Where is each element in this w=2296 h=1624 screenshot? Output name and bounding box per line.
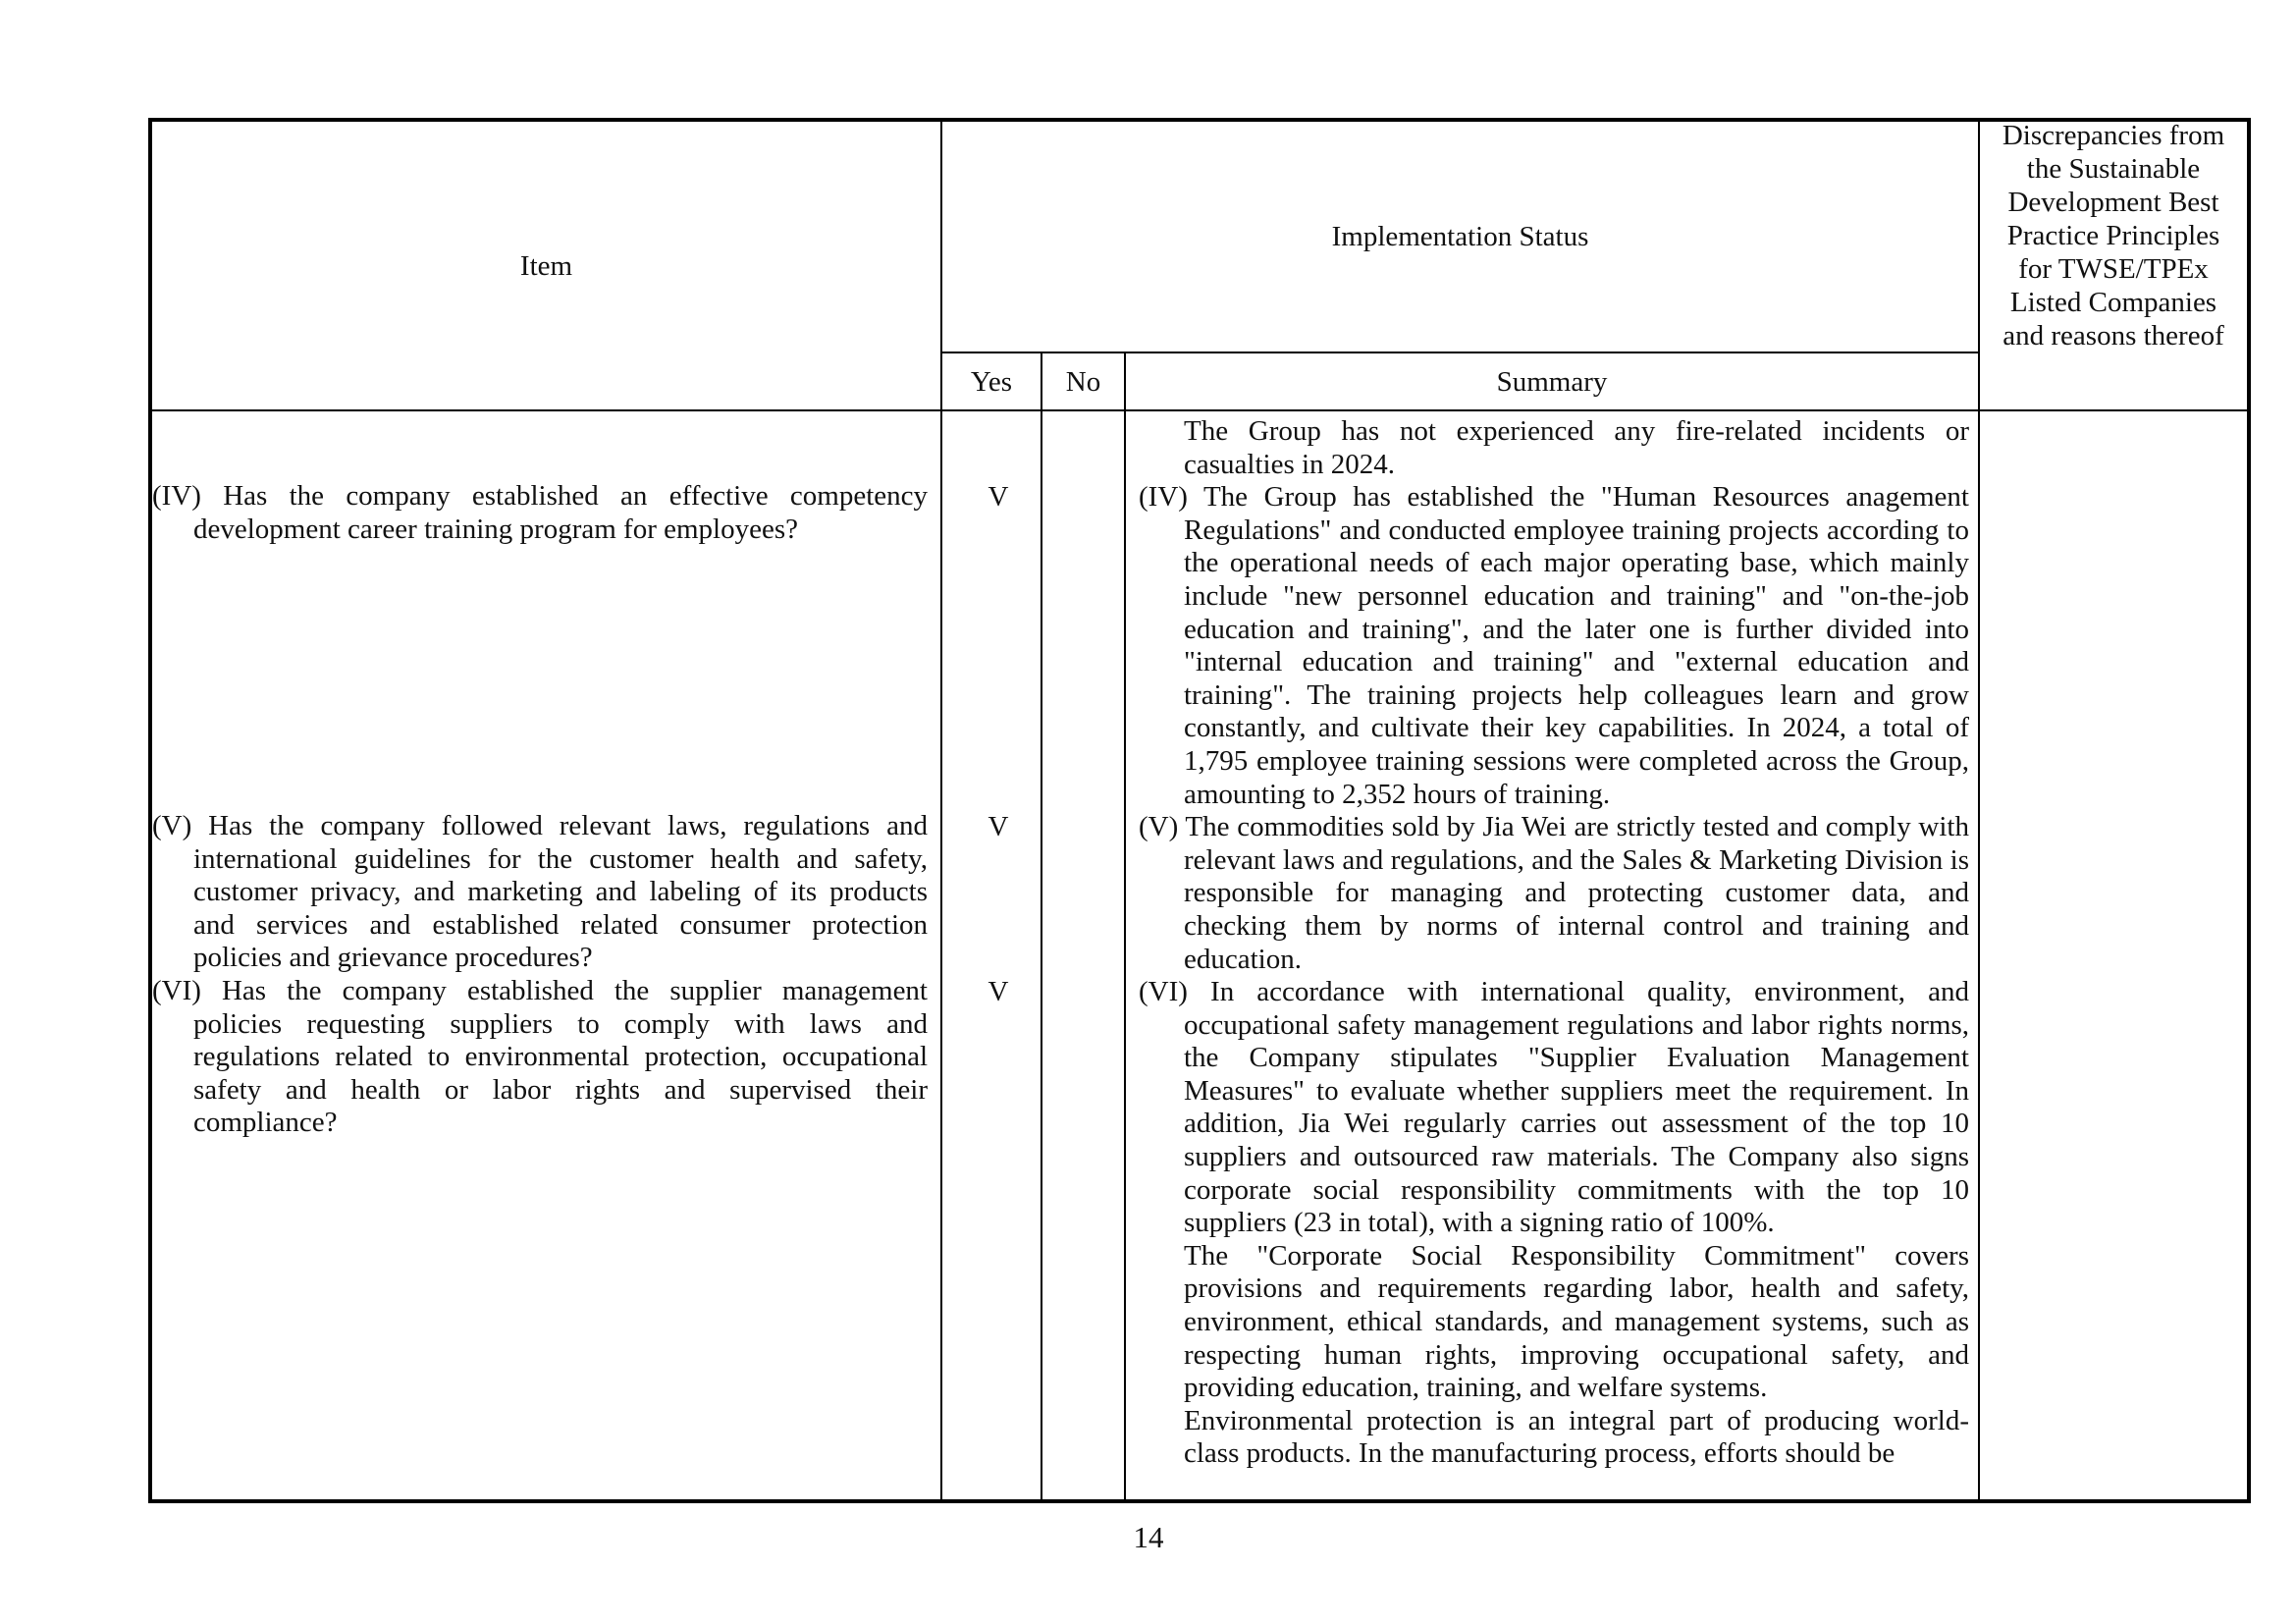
item-iv-yes-mark: V xyxy=(988,481,1009,513)
item-v-question: (V) Has the company followed relevant laws, regulations and international guidelines for the customer health and safety, customer privacy, and marketing and labeling of its products and services and established related consumer protection policies and grievance procedures? xyxy=(152,810,928,974)
summary-paragraph: Environmental protection is an integral part of producing world-class products. In the manufacturing process, efforts should be xyxy=(1184,1404,1969,1470)
yes-column-line xyxy=(1041,352,1042,1501)
no-column-line xyxy=(1124,352,1126,1501)
summary-paragraph-iv: (IV) The Group has established the "Human Resources anagement Regulations" and conducted employee training projects according to the operational needs of each major operating base, which mainly include "new personnel education and training" and "on-the-job education and training", and the later one is further divided into "internal education and training" and "external education and training". The training projects help colleagues learn and grow constantly, and cultivate their key capabilities. In 2024, a total of 1,795 employee training sessions were completed across the Group, amounting to 2,352 hours of training. xyxy=(1139,481,1969,810)
item-v-yes-mark: V xyxy=(988,811,1009,842)
header-bottom-line xyxy=(150,409,2249,411)
summary-paragraph-v: (V) The commodities sold by Jia Wei are strictly tested and comply with relevant laws and regulations, and the Sales & Marketing Division is responsible for managing and protecting customer data, and checking them by norms of internal control and training and education. xyxy=(1139,811,1969,975)
discrepancies-line: for TWSE/TPEx xyxy=(2018,253,2209,285)
summary-paragraph: The Group has not experienced any fire-related incidents or casualties in 2024. xyxy=(1184,415,1969,480)
summary-cell xyxy=(1139,415,1969,1500)
page-number: 14 xyxy=(1133,1520,1164,1554)
header-implementation-status: Implementation Status xyxy=(1331,221,1589,252)
item-vi-yes-mark: V xyxy=(988,976,1009,1007)
header-yes: Yes xyxy=(970,365,1013,398)
discrepancies-line: Development Best xyxy=(2007,187,2219,218)
discrepancies-line: Discrepancies from xyxy=(2002,120,2225,151)
header-item: Item xyxy=(519,249,573,282)
summary-paragraph: The "Corporate Social Responsibility Commitment" covers provisions and requirements regarding labor, health and safety, environment, ethical standards, and management systems, such as respecting human rights, improving occupational safety, and providing education, training, and welfare systems. xyxy=(1184,1239,1969,1404)
discrepancies-line: the Sustainable xyxy=(2026,153,2201,185)
item-iv-question: (IV) Has the company established an effective competency development career training program for employees? xyxy=(152,480,928,545)
header-discrepancies xyxy=(1980,120,2247,352)
discrepancies-line: Practice Principles xyxy=(2006,220,2220,251)
discrepancies-line: and reasons thereof xyxy=(2002,320,2224,352)
summary-paragraph-vi: (VI) In accordance with international quality, environment, and occupational safety management regulations and labor rights norms, the Company stipulates "Supplier Evaluation Management Measures" to evaluate whether suppliers meet the requirement. In addition, Jia Wei regularly carries out assessment of the top 10 suppliers and outsourced raw materials. The Company also signs corporate social responsibility commitments with the top 10 suppliers (23 in total), with a signing ratio of 100%. xyxy=(1139,976,1969,1239)
header-summary: Summary xyxy=(1496,365,1608,398)
header-no: No xyxy=(1065,365,1101,398)
item-vi-question: (VI) Has the company established the supplier management policies requesting suppliers to comply with laws and regulations related to environmental protection, occupational safety and health or labor rights and supervised their compliance? xyxy=(152,975,928,1139)
discrepancies-line: Listed Companies xyxy=(2009,287,2217,318)
